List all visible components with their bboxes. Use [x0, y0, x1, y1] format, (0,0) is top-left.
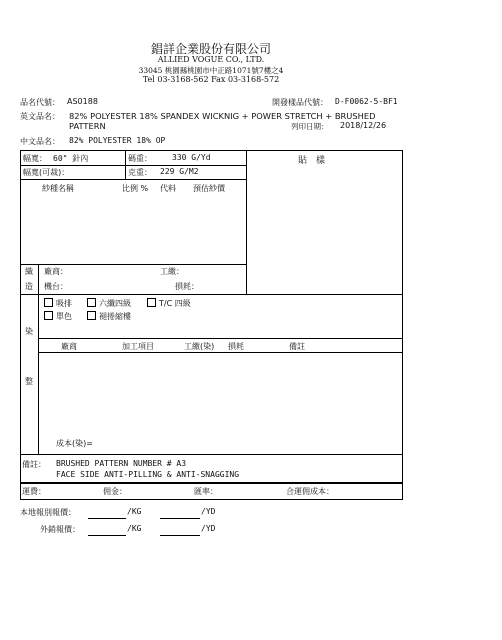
- divider: [20, 264, 246, 265]
- local-quote-yd-unit: /YD: [201, 507, 216, 516]
- dyeing-header-fee: 工繳(染): [184, 342, 215, 351]
- local-quote-kg-unit: /KG: [127, 507, 142, 516]
- weaving-fee-label: 工繳：: [160, 267, 184, 276]
- yarn-price-header: 預估紗價: [193, 184, 225, 193]
- en-name-label: 英文品名：: [20, 112, 60, 121]
- width-label: 幅寬：: [23, 154, 47, 163]
- gsm-label: 克重：: [128, 168, 152, 177]
- divider: [20, 454, 402, 455]
- zh-name-label: 中文品名：: [20, 137, 60, 146]
- exchange-label: 匯率：: [194, 487, 218, 496]
- company-contact: Tel 03-3168-562 Fax 03-3168-572: [142, 75, 280, 84]
- checkbox[interactable]: [87, 298, 96, 307]
- export-quote-yd-field[interactable]: [160, 535, 200, 536]
- company-name-zh: 錩詳企業股份有限公司: [150, 42, 271, 56]
- dyeing-header-process: 加工項目: [122, 342, 154, 351]
- divider: [20, 294, 402, 295]
- usable-width-label: 幅寬(可裁)：: [23, 168, 70, 177]
- freight-label: 運費：: [22, 487, 46, 496]
- weaving-machine-label: 機台：: [44, 282, 68, 291]
- divider: [38, 264, 39, 454]
- company-name-en: ALLIED VOGUE CO., LTD.: [157, 55, 265, 64]
- divider: [38, 352, 402, 353]
- zh-name: 82% POLYESTER 18% OP: [69, 136, 166, 145]
- checkbox[interactable]: [147, 298, 156, 307]
- yarn-name-header: 紗種名稱: [42, 184, 74, 193]
- local-quote-kg-field[interactable]: [88, 518, 126, 519]
- gsm-value: 229 G/M2: [160, 167, 199, 176]
- weaving-loss-label: 損耗：: [175, 282, 199, 291]
- checkbox[interactable]: [44, 298, 53, 307]
- divider: [20, 165, 246, 166]
- export-quote-kg-unit: /KG: [127, 524, 142, 533]
- option-label: 褪捲縮樓: [99, 312, 131, 321]
- sample-label: 貼 樣: [298, 156, 326, 166]
- weaving-side-2: 造: [25, 282, 33, 291]
- company-address: 33045 桃園縣桃園市中正路1071號7樓之4: [138, 66, 284, 75]
- width-value: 60" 針內: [53, 154, 89, 163]
- export-quote-label: 外銷報價：: [40, 525, 80, 534]
- checkbox[interactable]: [87, 311, 96, 320]
- total-cost-label: 合運佣成本：: [286, 487, 334, 496]
- dyeing-side-1: 染: [25, 327, 33, 336]
- option-label: 吸排: [56, 299, 72, 308]
- commission-label: 佣金：: [103, 487, 127, 496]
- option-anti-curl[interactable]: [87, 311, 131, 322]
- option-single-color[interactable]: [44, 311, 72, 322]
- divider: [38, 338, 402, 339]
- option-label: T/C 四級: [159, 299, 191, 308]
- checkbox[interactable]: [44, 311, 53, 320]
- print-date-label: 列印日期：: [291, 122, 329, 131]
- main-table: [20, 150, 403, 483]
- dyeing-header-loss: 損耗: [228, 342, 244, 351]
- dyeing-header-note: 備註: [289, 342, 305, 351]
- dyeing-header-vendor: 廠商: [61, 342, 77, 351]
- option-six-fiber[interactable]: [87, 298, 131, 309]
- notes-line1: BRUSHED PATTERN NUMBER # A3: [56, 459, 187, 468]
- weaving-factory-label: 廠商：: [44, 267, 68, 276]
- dev-code-label: 開發樣品代號：: [272, 98, 328, 107]
- product-code: AS0188: [67, 97, 98, 106]
- export-quote-kg-field[interactable]: [88, 535, 126, 536]
- yard-weight-value: 330 G/Yd: [172, 153, 211, 162]
- en-name-line2: PATTERN: [69, 121, 106, 131]
- divider: [125, 150, 126, 179]
- local-quote-yd-field[interactable]: [160, 518, 200, 519]
- yard-weight-label: 碼重：: [128, 154, 152, 163]
- en-name-line1: 82% POLYESTER 18% SPANDEX WICKNIG + POWER STRETCH + BRUSHED: [69, 111, 376, 121]
- option-tc-grade[interactable]: [147, 298, 191, 309]
- notes-label: 備註：: [22, 460, 46, 469]
- dev-code: D-F0062-5-BF1: [335, 97, 398, 106]
- weaving-side-1: 織: [25, 267, 33, 276]
- option-wicking[interactable]: [44, 298, 72, 309]
- yarn-code-header: 代料: [160, 184, 176, 193]
- option-label: 單色: [56, 312, 72, 321]
- dyeing-side-2: 整: [25, 377, 33, 386]
- option-label: 六纖四級: [99, 299, 131, 308]
- divider: [246, 150, 247, 294]
- dyeing-cost-label: 成本(染)=: [56, 439, 93, 448]
- product-code-label: 品名代號：: [20, 98, 60, 107]
- local-quote-label: 本地報別報價：: [20, 508, 76, 517]
- notes-line2: FACE SIDE ANTI-PILLING & ANTI-SNAGGING: [56, 470, 240, 479]
- export-quote-yd-unit: /YD: [201, 524, 216, 533]
- divider: [20, 179, 246, 180]
- print-date: 2018/12/26: [340, 121, 387, 130]
- yarn-ratio-header: 比例 %: [122, 184, 149, 193]
